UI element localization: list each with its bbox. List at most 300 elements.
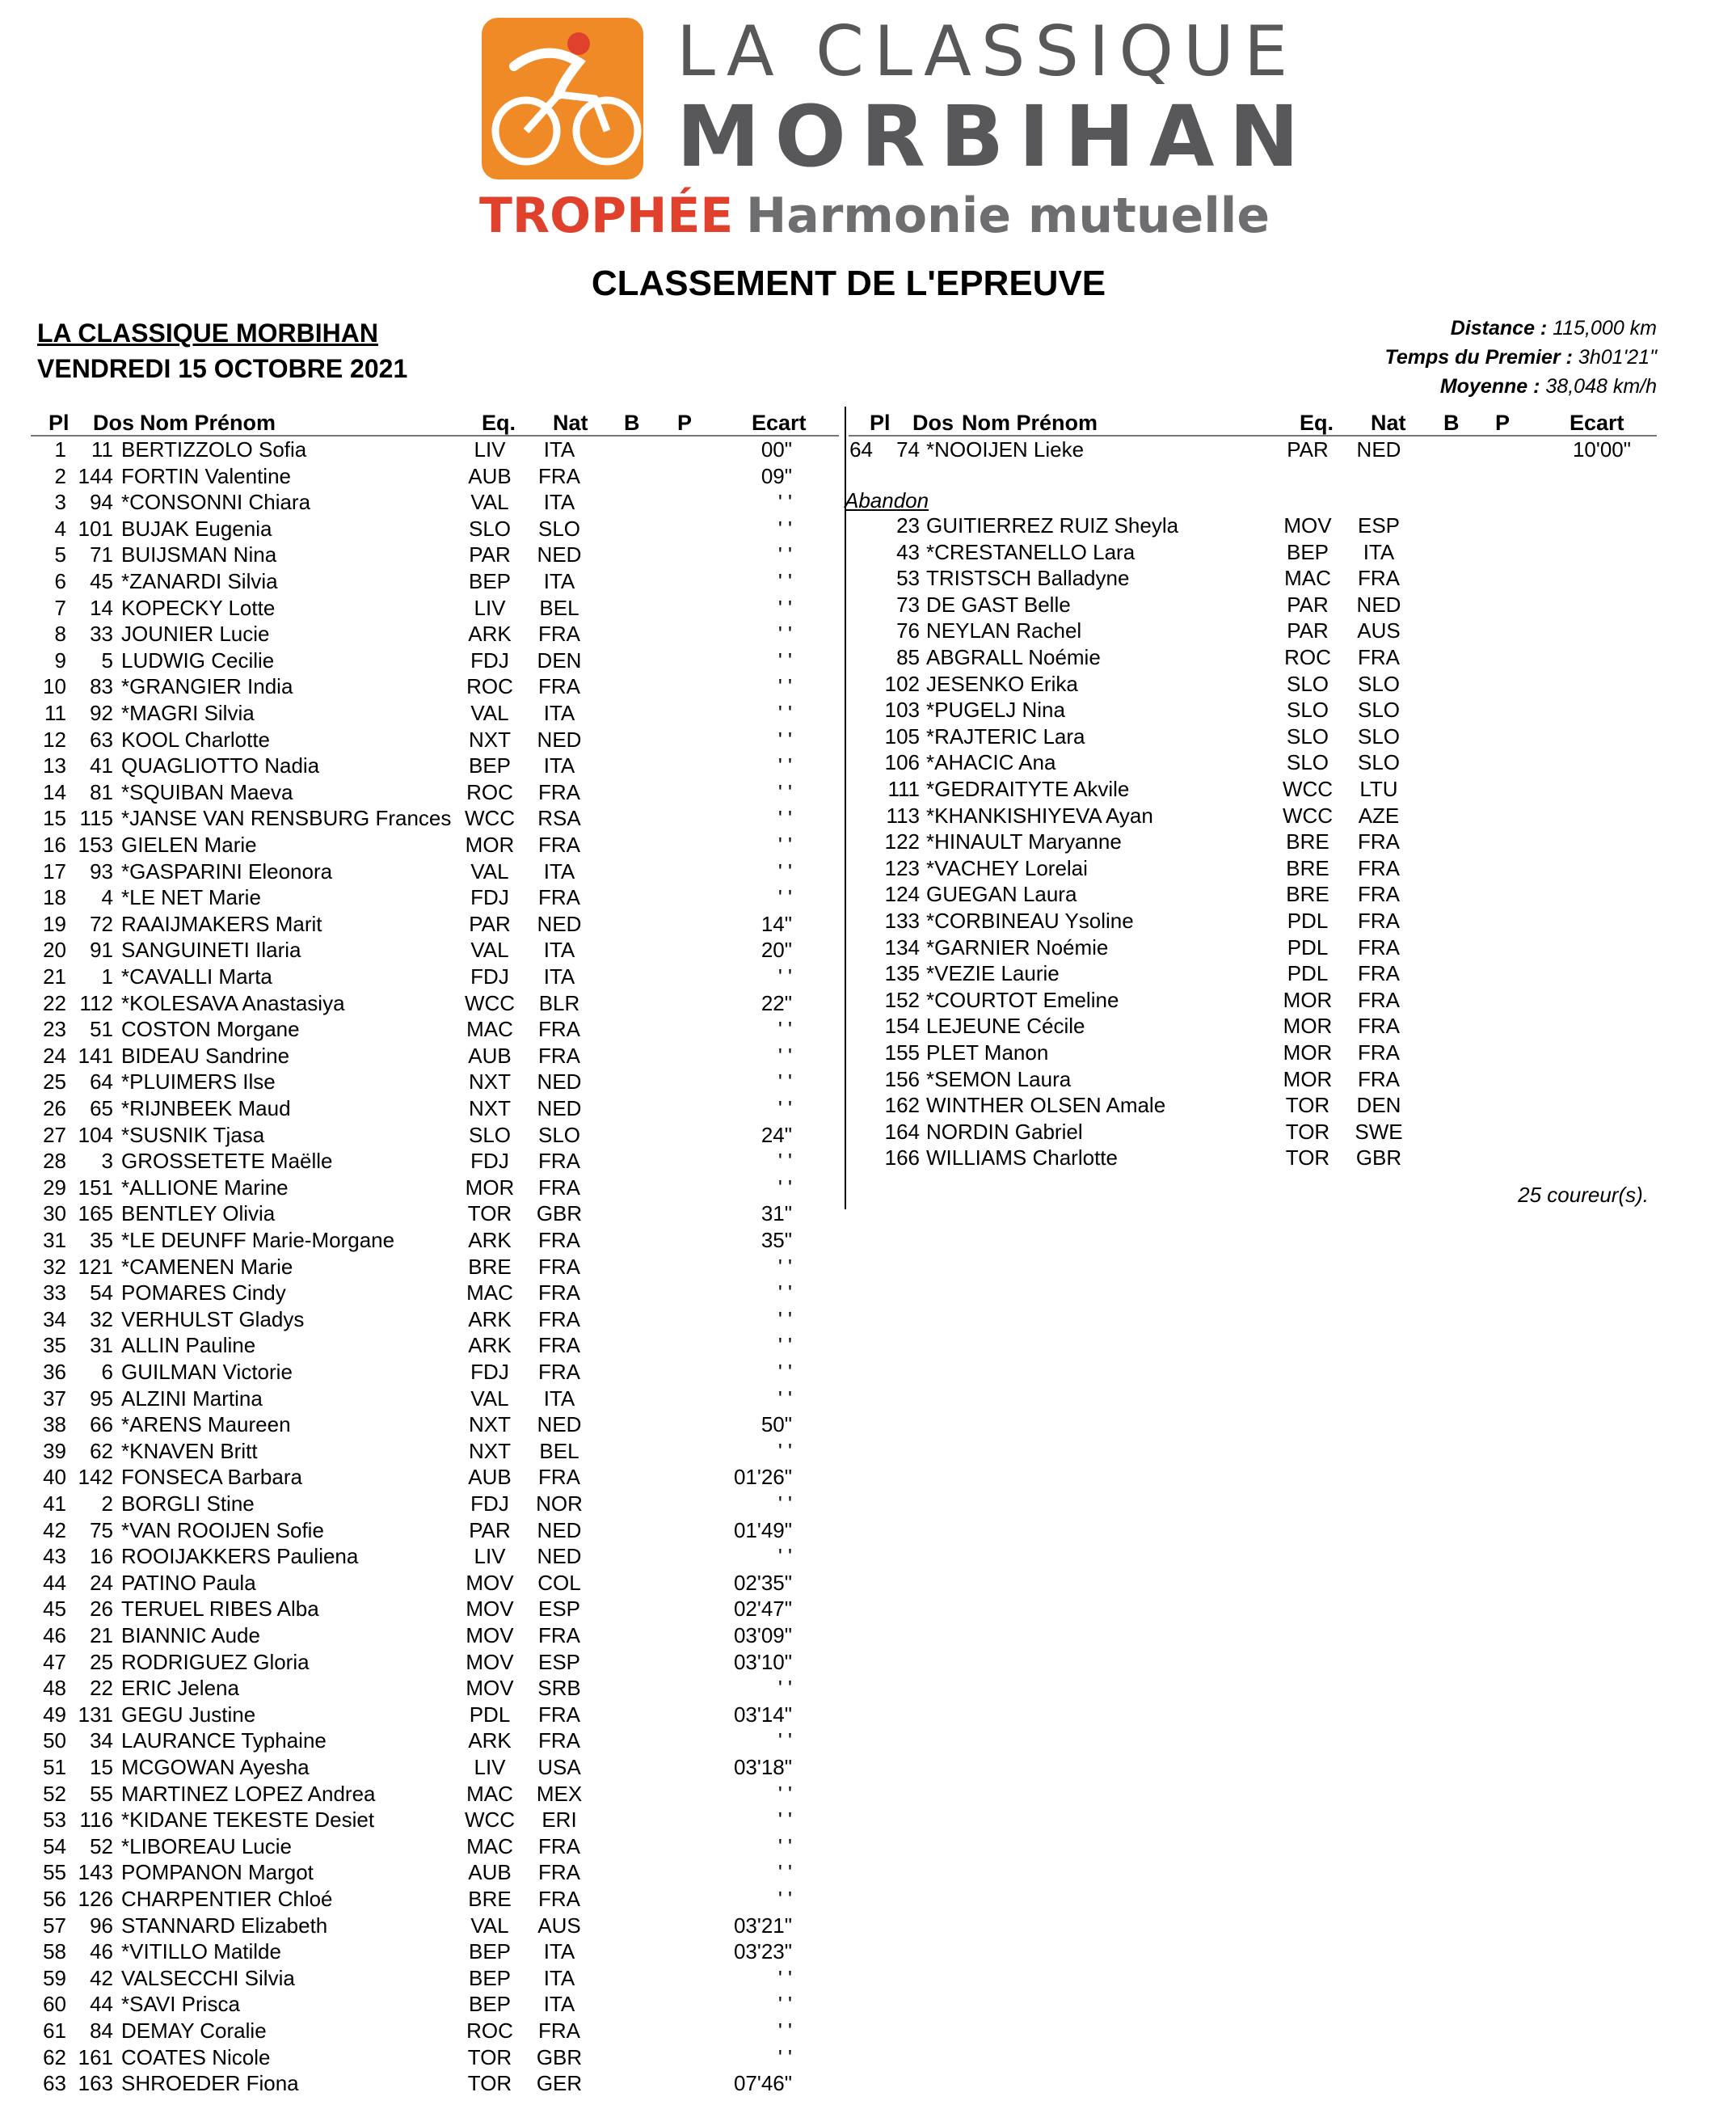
bib-cell: 84 [90, 2018, 113, 2043]
bib-cell: 63 [90, 727, 113, 752]
nationality-cell: FRA [1358, 882, 1400, 907]
team-cell: PAR [469, 1517, 511, 1542]
rider-name-cell: POMPANON Margot [121, 1860, 314, 1885]
team-cell: FDJ [470, 1360, 509, 1384]
nationality-cell: SLO [537, 1122, 581, 1147]
nationality-cell: AUS [1357, 618, 1401, 643]
team-cell: MOR [1283, 1014, 1333, 1039]
gap-cell: ' ' [777, 490, 792, 515]
nationality-cell: SLO [1357, 671, 1401, 696]
header-dos: Dos [93, 411, 135, 435]
list-item [0, 592, 1736, 618]
list-item [0, 908, 1736, 934]
team-cell: VAL [470, 490, 509, 515]
rider-name-cell: VALSECCHI Silvia [121, 1965, 295, 1990]
page-title: CLASSEMENT DE L'EPREUVE [591, 264, 1106, 303]
abandon-count: 25 coureur(s). [1518, 1183, 1649, 1207]
bib-cell: 81 [90, 779, 113, 804]
rank-cell: 64 [849, 437, 873, 462]
nationality-cell: NED [1356, 592, 1401, 617]
gap-cell: 02'47" [733, 1597, 792, 1622]
bib-cell: 104 [78, 1122, 113, 1147]
rank-cell: 21 [43, 964, 66, 989]
nationality-cell: FRA [538, 1860, 580, 1885]
nationality-cell: ITA [543, 858, 575, 884]
header-p-right: P [1495, 411, 1511, 435]
team-cell: ROC [1284, 645, 1331, 669]
rider-name-cell: LEJEUNE Cécile [926, 1014, 1085, 1039]
rider-name-cell: DEMAY Coralie [121, 2018, 267, 2043]
nationality-cell: FRA [538, 1623, 580, 1647]
list-item [0, 1119, 1736, 1145]
team-cell: MAC [1284, 566, 1331, 591]
nationality-cell: BLR [538, 990, 580, 1015]
nationality-cell: FRA [538, 1833, 580, 1858]
nationality-cell: FRA [538, 885, 580, 910]
list-item [0, 1066, 1736, 1093]
gap-cell: 09" [761, 463, 792, 488]
bib-cell: 24 [90, 1570, 113, 1595]
list-item [0, 749, 1736, 776]
rider-name-cell: ALLIN Pauline [121, 1333, 256, 1358]
bib-cell: 92 [90, 701, 113, 725]
table-row [0, 1702, 1736, 1728]
gap-cell: ' ' [777, 1992, 792, 2017]
nationality-cell: SLO [537, 516, 581, 541]
rank-cell: 59 [43, 1965, 66, 1990]
bib-cell: 154 [884, 1014, 920, 1039]
gap-cell: ' ' [777, 806, 792, 831]
bib-cell: 55 [90, 1781, 113, 1806]
team-cell: LIV [474, 595, 506, 620]
gap-cell: 31" [761, 1201, 792, 1226]
rider-name-cell: *GASPARINI Eleonora [121, 858, 333, 884]
gap-cell: ' ' [777, 1965, 792, 1990]
nationality-cell: NED [537, 1544, 582, 1569]
bib-cell: 123 [884, 855, 920, 880]
table-row [0, 1727, 1736, 1754]
rank-cell: 19 [43, 911, 66, 936]
bib-cell: 22 [90, 1676, 113, 1701]
bib-cell: 91 [90, 938, 113, 963]
bib-cell: 4 [101, 885, 113, 910]
bib-cell: 85 [896, 645, 920, 669]
bib-cell: 143 [78, 1860, 113, 1885]
nationality-cell: FRA [538, 1465, 580, 1490]
team-cell: SLO [1286, 698, 1329, 723]
nationality-cell: FRA [538, 2018, 580, 2043]
team-cell: VAL [470, 858, 509, 884]
nationality-cell: SWE [1355, 1119, 1403, 1144]
bib-cell: 35 [90, 1228, 113, 1252]
rider-name-cell: GUITIERREZ RUIZ Sheyla [926, 513, 1179, 538]
rank-cell: 2 [54, 463, 66, 488]
bib-cell: 26 [90, 1597, 113, 1622]
gap-cell: 50" [761, 1412, 792, 1437]
team-cell: MOR [1283, 987, 1333, 1012]
nationality-cell: FRA [538, 622, 580, 647]
team-cell: SLO [1286, 671, 1329, 696]
nationality-cell: ITA [543, 569, 575, 593]
table-row [0, 1543, 1736, 1570]
list-item [0, 644, 1736, 671]
gap-cell: 35" [761, 1228, 792, 1252]
table-row [0, 1517, 1736, 1544]
team-cell: MAC [466, 1833, 513, 1858]
rank-cell: 38 [43, 1412, 66, 1437]
team-cell: MAC [466, 1781, 513, 1806]
list-item [0, 565, 1736, 592]
rank-cell: 39 [43, 1438, 66, 1463]
nationality-cell: GBR [536, 1201, 583, 1226]
team-cell: NXT [469, 1096, 511, 1120]
list-item [0, 539, 1736, 566]
rank-cell: 30 [43, 1201, 66, 1226]
bib-cell: 142 [78, 1465, 113, 1490]
bib-cell: 62 [90, 1438, 113, 1463]
rider-name-cell: *RAJTERIC Lara [926, 723, 1085, 749]
team-cell: ROC [466, 674, 513, 699]
rank-cell: 16 [43, 833, 66, 857]
header-eq: Eq. [482, 411, 516, 435]
table-row [0, 1596, 1736, 1622]
rider-name-cell: VERHULST Gladys [121, 1306, 305, 1331]
list-item [0, 1013, 1736, 1040]
header-pl-right: Pl [870, 411, 891, 435]
nationality-cell: FRA [1358, 1040, 1400, 1065]
team-cell: MAC [466, 1280, 513, 1306]
event-date: VENDREDI 15 OCTOBRE 2021 [37, 354, 408, 383]
rider-name-cell: BENTLEY Olivia [121, 1201, 276, 1226]
nationality-cell: BEL [539, 1438, 579, 1463]
rider-name-cell: RODRIGUEZ Gloria [121, 1649, 310, 1674]
rider-name-cell: *KNAVEN Britt [121, 1438, 258, 1463]
rider-name-cell: *MAGRI Silvia [121, 701, 255, 725]
rider-name-cell: *CAMENEN Marie [121, 1254, 293, 1279]
bib-cell: 11 [91, 437, 113, 462]
gap-cell: 03'18" [733, 1755, 792, 1779]
rank-cell: 56 [43, 1887, 66, 1911]
rider-name-cell: LUDWIG Cecilie [121, 648, 275, 673]
list-item [0, 697, 1736, 723]
team-cell: PDL [1287, 934, 1329, 960]
table-row [0, 1913, 1736, 1939]
table-row [0, 1886, 1736, 1913]
bib-cell: 121 [78, 1254, 113, 1279]
bib-cell: 165 [78, 1201, 113, 1226]
gap-cell: 03'09" [733, 1623, 792, 1647]
rank-cell: 62 [43, 2044, 66, 2069]
header-ecart-right: Ecart [1570, 411, 1624, 435]
bib-cell: 32 [90, 1306, 113, 1331]
table-row [0, 1622, 1736, 1649]
rider-name-cell: ABGRALL Noémie [926, 645, 1101, 669]
rider-name-cell: *CRESTANELLO Lara [926, 539, 1136, 564]
nationality-cell: LTU [1359, 777, 1398, 801]
bib-cell: 144 [78, 463, 113, 488]
bib-cell: 73 [896, 592, 920, 617]
bib-cell: 66 [90, 1412, 113, 1437]
table-row [0, 1200, 1736, 1227]
list-item [0, 1092, 1736, 1119]
bib-cell: 126 [78, 1887, 113, 1911]
bib-cell: 52 [90, 1833, 113, 1858]
gap-cell: ' ' [777, 2044, 792, 2069]
rider-name-cell: WILLIAMS Charlotte [926, 1145, 1118, 1171]
rider-name-cell: GUEGAN Laura [926, 882, 1077, 907]
rider-name-cell: KOOL Charlotte [121, 727, 271, 752]
bib-cell: 3 [101, 1149, 113, 1174]
bib-cell: 71 [90, 542, 113, 567]
nationality-cell: FRA [538, 1175, 580, 1200]
team-cell: MOR [465, 1175, 515, 1200]
rank-cell: 11 [44, 701, 66, 725]
rider-name-cell: *AHACIC Ana [926, 750, 1056, 775]
team-cell: PDL [1287, 961, 1329, 986]
gap-cell: 14" [761, 911, 792, 936]
distance-info [1451, 317, 1657, 340]
nationality-cell: NED [537, 727, 582, 752]
bib-cell: 34 [90, 1728, 113, 1753]
nationality-cell: NOR [536, 1491, 583, 1516]
rider-name-cell: *HINAULT Maryanne [926, 829, 1122, 854]
rider-name-cell: *GRANGIER India [121, 674, 293, 699]
nationality-cell: DEN [1356, 1093, 1401, 1118]
gap-cell: ' ' [777, 1149, 792, 1174]
team-cell: BRE [468, 1887, 512, 1911]
rank-cell: 45 [43, 1597, 66, 1622]
gap-cell: 03'23" [733, 1939, 792, 1964]
rider-name-cell: SHROEDER Fiona [121, 2071, 299, 2096]
rank-cell: 58 [43, 1939, 66, 1964]
rider-name-cell: TRISTSCH Balladyne [926, 566, 1130, 591]
list-item [0, 618, 1736, 644]
table-row [0, 2044, 1736, 2071]
rider-name-cell: NORDIN Gabriel [926, 1119, 1083, 1144]
nationality-cell: FRA [538, 1360, 580, 1384]
nationality-cell: FRA [538, 1306, 580, 1331]
rank-cell: 54 [43, 1833, 66, 1858]
nationality-cell: NED [537, 911, 582, 936]
team-cell: TOR [1285, 1145, 1330, 1171]
cyclist-icon [482, 18, 643, 179]
team-cell: MOR [1283, 1040, 1333, 1065]
rank-cell: 12 [43, 727, 66, 752]
bib-cell: 1 [101, 964, 113, 989]
rider-name-cell: FONSECA Barbara [121, 1465, 302, 1490]
nationality-cell: ITA [543, 1939, 575, 1964]
nationality-cell: ITA [543, 1386, 575, 1411]
team-cell: MOV [466, 1623, 514, 1647]
bib-cell: 135 [884, 961, 920, 986]
gap-cell: 20" [761, 938, 792, 963]
bib-cell: 95 [90, 1386, 113, 1411]
gap-cell: ' ' [777, 1017, 792, 1042]
rider-name-cell: *GEDRAITYTE Akvile [926, 777, 1130, 801]
list-item [0, 776, 1736, 803]
rider-name-cell: *VITILLO Matilde [121, 1939, 281, 1964]
gap-cell: ' ' [777, 1386, 792, 1411]
rider-name-cell: *CONSONNI Chiara [121, 490, 311, 515]
nationality-cell: NED [1356, 437, 1401, 462]
rank-cell: 1 [54, 437, 66, 462]
rider-name-cell: *GARNIER Noémie [926, 934, 1109, 960]
team-cell: LIV [474, 1755, 506, 1779]
team-cell: NXT [469, 1412, 511, 1437]
rank-cell: 17 [43, 858, 66, 884]
gap-cell: ' ' [777, 885, 792, 910]
gap-cell: ' ' [777, 1860, 792, 1885]
gap-cell: 00" [761, 437, 792, 462]
bib-cell: 162 [884, 1093, 920, 1118]
rider-name-cell: *VAN ROOIJEN Sofie [121, 1517, 324, 1542]
rider-name-cell: PATINO Paula [121, 1570, 256, 1595]
rank-cell: 57 [43, 1913, 66, 1938]
gap-cell: 01'26" [733, 1465, 792, 1490]
rider-name-cell: SANGUINETI Ilaria [121, 938, 301, 963]
team-cell: TOR [467, 1201, 512, 1226]
rider-name-cell: GROSSETETE Maëlle [121, 1149, 333, 1174]
nationality-cell: FRA [538, 674, 580, 699]
team-cell: PAR [1287, 618, 1329, 643]
bib-cell: 96 [90, 1913, 113, 1938]
rank-cell: 61 [43, 2018, 66, 2043]
nationality-cell: ESP [537, 1597, 581, 1622]
list-item [0, 855, 1736, 882]
rider-name-cell: ALZINI Martina [121, 1386, 263, 1411]
rank-cell: 20 [43, 938, 66, 963]
rank-cell: 37 [43, 1386, 66, 1411]
rider-name-cell: MCGOWAN Ayesha [121, 1755, 310, 1779]
rider-name-cell: *NOOIJEN Lieke [926, 437, 1085, 462]
bib-cell: 124 [884, 882, 920, 907]
team-cell: FDJ [470, 648, 509, 673]
rider-name-cell: DE GAST Belle [926, 592, 1071, 617]
nationality-cell: ITA [543, 1992, 575, 2017]
nationality-cell: FRA [1358, 566, 1400, 591]
rider-name-cell: RAAIJMAKERS Marit [121, 911, 322, 936]
rank-cell: 25 [43, 1069, 66, 1095]
table-row [0, 463, 1736, 490]
nationality-cell: ESP [537, 1649, 581, 1674]
team-cell: MOV [1283, 513, 1332, 538]
header-dos-right: Dos [912, 411, 954, 435]
bib-cell: 156 [884, 1066, 920, 1091]
rider-name-cell: *LIBOREAU Lucie [121, 1833, 292, 1858]
bib-cell: 74 [896, 437, 920, 462]
team-cell: SLO [468, 1122, 512, 1147]
nationality-cell: FRA [538, 1017, 580, 1042]
bib-cell: 103 [884, 698, 920, 723]
bib-cell: 155 [884, 1040, 920, 1065]
logo-text-line1: LA CLASSIQUE [676, 11, 1298, 92]
rider-name-cell: WINTHER OLSEN Amale [926, 1093, 1166, 1118]
team-cell: MOV [466, 1649, 514, 1674]
nationality-cell: SLO [1357, 723, 1401, 749]
bib-cell: 46 [90, 1939, 113, 1964]
gap-cell: 07'46" [733, 2071, 792, 2096]
nationality-cell: USA [537, 1755, 581, 1779]
table-row [0, 1411, 1736, 1438]
header-nat: Nat [553, 411, 588, 435]
gap-cell: 03'21" [733, 1913, 792, 1938]
bib-cell: 21 [90, 1623, 113, 1647]
header-name: Nom Prénom [140, 411, 276, 435]
rider-name-cell: MARTINEZ LOPEZ Andrea [121, 1781, 376, 1806]
rank-cell: 43 [43, 1544, 66, 1569]
rider-name-cell: GUILMAN Victorie [121, 1360, 293, 1384]
team-cell: MOR [1283, 1066, 1333, 1091]
team-cell: BRE [1286, 882, 1329, 907]
bib-cell: 64 [90, 1069, 113, 1095]
header-eq-right: Eq. [1300, 411, 1334, 435]
rank-cell: 44 [43, 1570, 66, 1595]
list-item [0, 960, 1736, 987]
nationality-cell: ERI [541, 1808, 577, 1833]
gap-cell: 22" [761, 990, 792, 1015]
gap-cell: ' ' [777, 1069, 792, 1095]
list-item [0, 803, 1736, 829]
gap-cell: 03'14" [733, 1702, 792, 1727]
bib-cell: 111 [887, 777, 920, 801]
team-cell: PAR [469, 542, 511, 567]
team-cell: WCC [464, 1808, 516, 1833]
nationality-cell: ESP [1357, 513, 1401, 538]
nationality-cell: FRA [538, 1887, 580, 1911]
gap-cell: ' ' [777, 858, 792, 884]
table-row [0, 1833, 1736, 1860]
rider-name-cell: *SEMON Laura [926, 1066, 1072, 1091]
rider-name-cell: POMARES Cindy [121, 1280, 286, 1306]
team-cell: PAR [1287, 592, 1329, 617]
rider-name-cell: *LE NET Marie [121, 885, 261, 910]
bib-cell: 14 [90, 595, 113, 620]
bib-cell: 54 [90, 1280, 113, 1306]
rider-name-cell: *KHANKISHIYEVA Ayan [926, 803, 1153, 828]
rider-name-cell: *KOLESAVA Anastasiya [121, 990, 345, 1015]
rider-name-cell: *ALLIONE Marine [121, 1175, 289, 1200]
rider-name-cell: *SUSNIK Tjasa [121, 1122, 265, 1147]
team-cell: NXT [469, 1069, 511, 1095]
table-row [0, 1938, 1736, 1965]
rank-cell: 5 [54, 542, 66, 567]
gap-cell: ' ' [777, 1096, 792, 1120]
bib-cell: 141 [78, 1043, 113, 1068]
team-cell: FDJ [470, 1149, 509, 1174]
rider-name-cell: *COURTOT Emeline [926, 987, 1119, 1012]
header-pl: Pl [48, 411, 70, 435]
nationality-cell: BEL [539, 595, 579, 620]
team-cell: AUB [468, 1043, 512, 1068]
rank-cell: 28 [43, 1149, 66, 1174]
team-cell: MOV [466, 1597, 514, 1622]
gap-cell: ' ' [777, 1728, 792, 1753]
first-time-value: 3h01'21" [1578, 346, 1657, 369]
table-row [0, 1491, 1736, 1517]
rank-cell: 4 [54, 516, 66, 541]
gap-cell: ' ' [777, 516, 792, 541]
abandon-label: Abandon [845, 488, 929, 513]
bib-cell: 45 [90, 569, 113, 593]
header-b: B [624, 411, 640, 435]
bib-cell: 75 [90, 1517, 113, 1542]
table-row [0, 1438, 1736, 1465]
rank-cell: 24 [43, 1043, 66, 1068]
bib-cell: 41 [90, 753, 113, 778]
average-label: Moyenne : [1439, 375, 1540, 398]
table-row [0, 1332, 1736, 1359]
rank-cell: 48 [43, 1676, 66, 1701]
